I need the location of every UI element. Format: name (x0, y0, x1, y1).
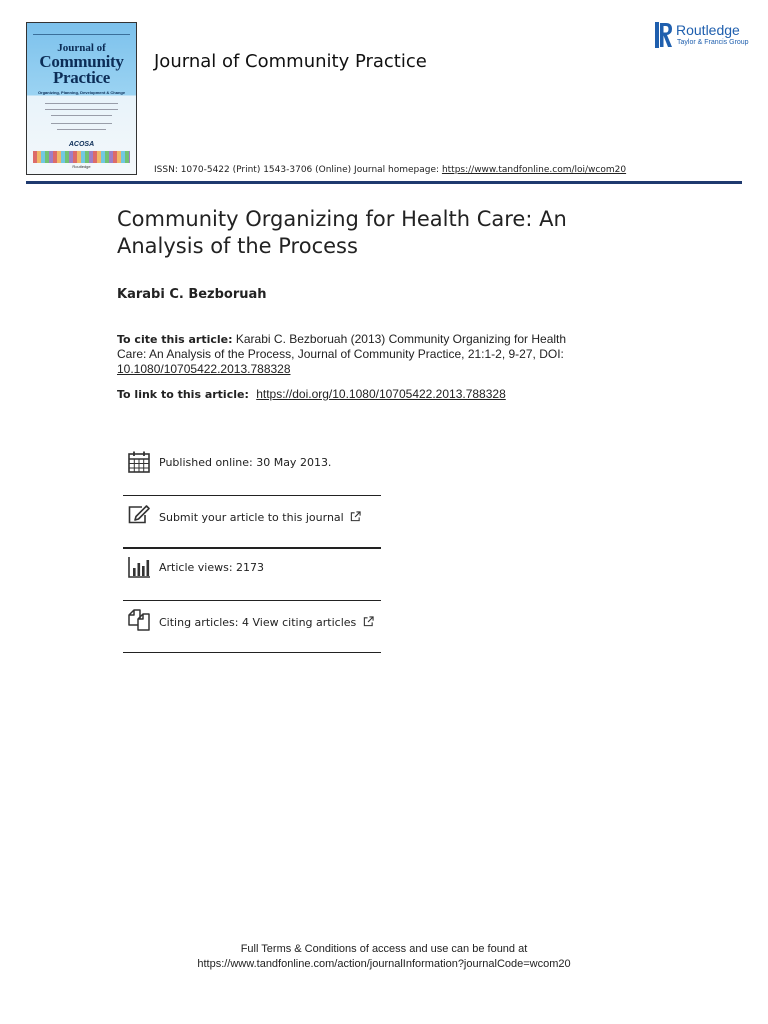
cover-publisher: Routledge (72, 164, 91, 169)
calendar-icon (127, 450, 151, 474)
published-online-text: Published online: 30 May 2013. (159, 456, 332, 469)
citation-block (117, 332, 587, 377)
article-author: Karabi C. Bezboruah (117, 287, 267, 302)
article-views-text: Article views: 2173 (159, 561, 265, 574)
journal-title: Journal of Community Practice (154, 51, 427, 72)
citation-doi-link[interactable]: 10.1080/10705422.2013.788328 (117, 362, 291, 376)
edit-icon (127, 503, 151, 527)
header-divider (26, 181, 742, 184)
article-title: Community Organizing for Health Care: An Analysis of the Process (117, 207, 567, 258)
citing-articles-link[interactable] (159, 616, 374, 629)
published-online-row (123, 450, 381, 476)
footer-terms (0, 942, 768, 972)
info-divider (123, 495, 381, 496)
footer-terms-text: Full Terms & Conditions of access and use can be found at (240, 943, 528, 955)
issn-line (154, 165, 626, 175)
article-views-row (123, 555, 381, 581)
info-divider (123, 652, 381, 653)
routledge-name: Routledge (676, 22, 740, 38)
journal-homepage-link[interactable]: https://www.tandfonline.com/loi/wcom20 (441, 165, 627, 175)
citation-label: To cite this article: (117, 333, 233, 346)
submit-article-text: Submit your article to this journal (159, 511, 344, 524)
citing-articles-text: Citing articles: 4 View citing articles (159, 616, 357, 629)
citing-articles-row[interactable] (123, 608, 381, 634)
routledge-logo (655, 22, 751, 50)
cover-subtitle: Organizing, Planning, Development & Change (37, 90, 126, 95)
article-doi-url[interactable]: https://doi.org/10.1080/10705422.2013.788328 (256, 387, 506, 401)
cover-title-line1: Journal of (57, 42, 106, 54)
external-link-icon (350, 511, 361, 522)
footer-terms-url[interactable]: https://www.tandfonline.com/action/journalInformation?journalCode=wcom20 (197, 958, 571, 970)
journal-cover-image (26, 22, 137, 175)
bar-chart-icon (127, 555, 151, 579)
cover-acosa-logo: ACOSA (68, 141, 95, 148)
citing-documents-icon (127, 608, 151, 632)
cover-title-line3: Practice (52, 68, 111, 87)
external-link-icon (363, 616, 374, 627)
issn-text: ISSN: 1070-5422 (Print) 1543-3706 (Online) Journal homepage: (154, 165, 440, 175)
submit-article-row[interactable] (123, 503, 381, 529)
article-link-label: To link to this article: (117, 388, 249, 401)
info-divider (123, 547, 381, 549)
routledge-r-icon (655, 22, 673, 48)
routledge-subtitle: Taylor & Francis Group (677, 39, 749, 46)
submit-article-link[interactable] (159, 511, 361, 524)
article-link-line (117, 387, 506, 401)
cover-title-line2: Community (39, 52, 124, 71)
info-divider (123, 600, 381, 601)
citation-text: Karabi C. Bezboruah (2013) Community Organizing for Health Care: An Analysis of the Process, Journal of Community Practice, 21:1-2, 9-27, DOI: (117, 332, 567, 361)
cover-crowd-illustration (33, 151, 130, 163)
